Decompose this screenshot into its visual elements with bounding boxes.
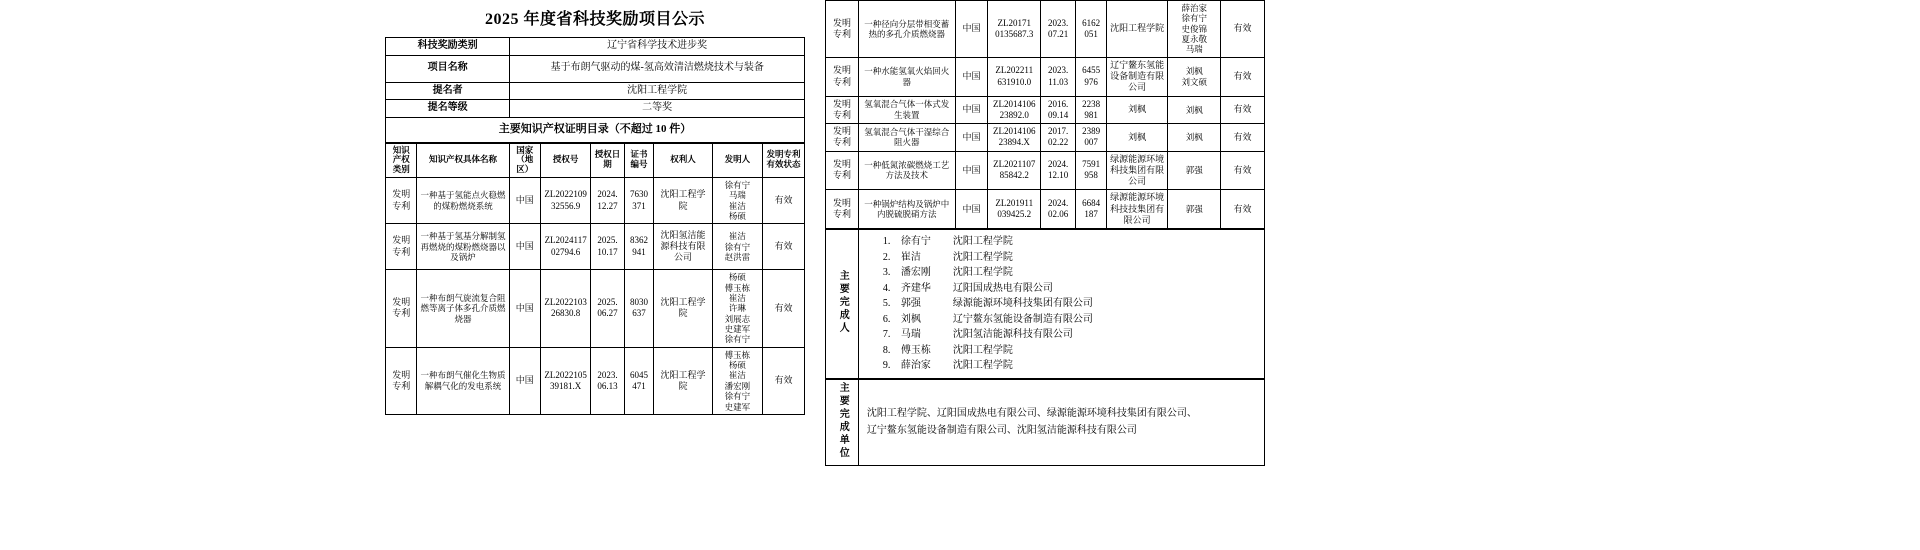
cell-ip-type: 发明专利 <box>826 151 859 190</box>
contributor-affiliation: 沈阳工程学院 <box>952 344 1013 356</box>
contributor-name: 徐有宁 <box>900 236 931 248</box>
contributor-affiliation: 辽宁鳌东氢能设备制造有限公司 <box>952 313 1093 325</box>
cell-ip-cert-no: 6162 051 <box>1076 1 1107 58</box>
project-info-table <box>385 37 805 143</box>
cell-ip-name: 一种锅炉结构及锅炉中内脱硫脱硝方法 <box>858 190 955 229</box>
cell-ip-name: 一种布朗气旋流复合阻燃等离子体多孔介质燃烧器 <box>417 270 509 348</box>
cell-ip-country: 中国 <box>509 347 540 414</box>
cell-ip-patent-no: ZL201911 039425.2 <box>988 190 1041 229</box>
cell-ip-cert-no: 7591 958 <box>1076 151 1107 190</box>
cell-ip-grant-date: 2025. 06.27 <box>591 270 625 348</box>
cell-ip-inventors: 崔洁 徐有宁 赵洪雷 <box>712 224 762 270</box>
cell-ip-inventors: 刘枫 <box>1168 96 1221 124</box>
contributor-affiliation: 沈阳工程学院 <box>952 360 1013 372</box>
cell-ip-cert-no: 8030 637 <box>624 270 653 348</box>
col-inventors: 发明人 <box>712 143 762 177</box>
info-label-category: 科技奖励类别 <box>386 38 510 56</box>
cell-ip-type: 发明专利 <box>826 57 859 96</box>
cell-ip-patent-no: ZL2022103 26830.8 <box>541 270 591 348</box>
table-row <box>386 117 805 142</box>
cell-ip-grant-date: 2016. 09.14 <box>1041 96 1076 124</box>
contributor-index: 5. <box>882 298 891 310</box>
cell-ip-patent-no: ZL2022105 39181.X <box>541 347 591 414</box>
cell-ip-inventors: 郭强 <box>1168 190 1221 229</box>
contributor-affiliation: 沈阳工程学院 <box>952 251 1013 263</box>
units-line: 沈阳工程学院、辽阳国成热电有限公司、绿源能源环境科技集团有限公司、 <box>866 408 1197 420</box>
table-row <box>826 57 1265 96</box>
table-row <box>826 230 1265 379</box>
units-label-cell <box>826 379 859 465</box>
contributor-affiliation: 沈阳工程学院 <box>952 236 1013 248</box>
cell-ip-inventors: 傅玉栋 杨硕 崔洁 潘宏刚 徐有宁 史建军 <box>712 347 762 414</box>
ip-table-header-row <box>386 143 805 177</box>
info-value-category: 辽宁省科学技术进步奖 <box>510 38 805 56</box>
contributor-name: 马瑞 <box>900 329 921 341</box>
right-column <box>825 0 1265 466</box>
left-column <box>385 0 805 415</box>
table-row <box>386 100 805 118</box>
cell-ip-status: 有效 <box>1221 190 1265 229</box>
col-cert-no: 证书编号 <box>624 143 653 177</box>
contributor-index: 8. <box>882 344 891 356</box>
cell-ip-cert-no: 2389 007 <box>1076 124 1107 152</box>
cell-ip-country: 中国 <box>509 224 540 270</box>
cell-ip-country: 中国 <box>955 190 988 229</box>
cell-ip-cert-no: 6045 471 <box>624 347 653 414</box>
cell-ip-status: 有效 <box>763 224 805 270</box>
contributor-index: 3. <box>882 267 891 279</box>
cell-ip-grant-date: 2023. 07.21 <box>1041 1 1076 58</box>
cell-ip-holder: 沈阳氢洁能源科技有限公司 <box>654 224 713 270</box>
ip-table-left <box>385 143 805 415</box>
contributors-table <box>825 229 1265 379</box>
cell-ip-status: 有效 <box>763 177 805 223</box>
cell-ip-country: 中国 <box>955 57 988 96</box>
contributor-affiliation: 绿源能源环境科技集团有限公司 <box>952 298 1093 310</box>
col-holder: 权利人 <box>654 143 713 177</box>
contributors-list-cell <box>858 230 1264 379</box>
info-value-nominator: 沈阳工程学院 <box>510 82 805 100</box>
cell-ip-grant-date: 2024. 12.27 <box>591 177 625 223</box>
list-item <box>883 250 1258 266</box>
contributor-name: 潘宏刚 <box>900 267 931 279</box>
cell-ip-grant-date: 2023. 06.13 <box>591 347 625 414</box>
cell-ip-cert-no: 6684 187 <box>1076 190 1107 229</box>
contributor-affiliation: 沈阳氢洁能源科技有限公司 <box>952 329 1073 341</box>
table-row <box>826 124 1265 152</box>
cell-ip-inventors: 徐有宁 马瑞 崔洁 杨硕 <box>712 177 762 223</box>
cell-ip-holder: 沈阳工程学院 <box>1106 1 1167 58</box>
cell-ip-type: 发明专利 <box>386 347 417 414</box>
contributor-index: 6. <box>882 313 891 325</box>
units-line: 辽宁鳌东氢能设备制造有限公司、沈阳氢洁能源科技有限公司 <box>866 425 1137 437</box>
cell-ip-inventors: 杨硕 傅玉栋 崔洁 许琳 刘展志 史建军 徐有宁 <box>712 270 762 348</box>
contributor-affiliation: 辽阳国成热电有限公司 <box>952 282 1053 294</box>
cell-ip-patent-no: ZL2014106 23892.0 <box>988 96 1041 124</box>
table-row <box>386 177 805 223</box>
cell-ip-holder: 辽宁鳌东氢能设备制造有限公司 <box>1106 57 1167 96</box>
cell-ip-grant-date: 2023. 11.03 <box>1041 57 1076 96</box>
info-label-nominator: 提名者 <box>386 82 510 100</box>
cell-ip-grant-date: 2025. 10.17 <box>591 224 625 270</box>
table-row <box>386 38 805 56</box>
info-label-grade: 提名等级 <box>386 100 510 118</box>
cell-ip-grant-date: 2024. 12.10 <box>1041 151 1076 190</box>
list-item <box>883 265 1258 281</box>
cell-ip-patent-no: ZL202211 631910.0 <box>988 57 1041 96</box>
cell-ip-type: 发明专利 <box>826 190 859 229</box>
contributor-index: 9. <box>882 360 891 372</box>
cell-ip-patent-no: ZL2021107 85842.2 <box>988 151 1041 190</box>
cell-ip-status: 有效 <box>1221 1 1265 58</box>
table-row <box>386 347 805 414</box>
list-item <box>883 296 1258 312</box>
col-ip-type: 知识产权类别 <box>386 143 417 177</box>
cell-ip-cert-no: 8362 941 <box>624 224 653 270</box>
list-item <box>883 234 1258 250</box>
col-status: 发明专利有效状态 <box>763 143 805 177</box>
cell-ip-type: 发明专利 <box>826 96 859 124</box>
cell-ip-type: 发明专利 <box>386 270 417 348</box>
cell-ip-inventors: 刘枫 刘文硕 <box>1168 57 1221 96</box>
cell-ip-status: 有效 <box>1221 57 1265 96</box>
cell-ip-country: 中国 <box>955 96 988 124</box>
cell-ip-grant-date: 2017. 02.22 <box>1041 124 1076 152</box>
col-country: 国家（地区） <box>509 143 540 177</box>
table-row <box>386 82 805 100</box>
cell-ip-holder: 绿源能源环境科技集团有限公司 <box>1106 151 1167 190</box>
contributors-label-cell <box>826 230 859 379</box>
cell-ip-cert-no: 6455 976 <box>1076 57 1107 96</box>
units-label: 主要完成单位 <box>837 381 849 460</box>
cell-ip-status: 有效 <box>1221 124 1265 152</box>
contributor-name: 齐建华 <box>900 282 931 294</box>
units-list-cell <box>858 379 1264 465</box>
info-label-project-name: 项目名称 <box>386 55 510 82</box>
col-ip-name: 知识产权具体名称 <box>417 143 509 177</box>
table-row <box>386 224 805 270</box>
cell-ip-name: 氢氧混合气体干湿综合阻火器 <box>858 124 955 152</box>
contributor-name: 傅玉栋 <box>900 344 931 356</box>
col-patent-no: 授权号 <box>541 143 591 177</box>
col-grant-date: 授权日期 <box>591 143 625 177</box>
cell-ip-country: 中国 <box>955 1 988 58</box>
table-row <box>386 270 805 348</box>
cell-ip-status: 有效 <box>1221 96 1265 124</box>
table-row <box>826 1 1265 58</box>
cell-ip-patent-no: ZL2014106 23894.X <box>988 124 1041 152</box>
contributor-index: 1. <box>882 236 891 248</box>
info-value-grade: 二等奖 <box>510 100 805 118</box>
cell-ip-country: 中国 <box>955 151 988 190</box>
cell-ip-name: 一种基于氢能点火稳燃的煤粉燃烧系统 <box>417 177 509 223</box>
contributor-affiliation: 沈阳工程学院 <box>952 267 1013 279</box>
units-table <box>825 379 1265 466</box>
cell-ip-holder: 沈阳工程学院 <box>654 177 713 223</box>
contributor-name: 崔洁 <box>900 251 921 263</box>
info-value-project-name: 基于布朗气驱动的煤-氢高效清洁燃烧技术与装备 <box>510 55 805 82</box>
table-row <box>826 379 1265 465</box>
contributor-index: 4. <box>882 282 891 294</box>
cell-ip-country: 中国 <box>509 270 540 348</box>
ip-table-right <box>825 0 1265 229</box>
cell-ip-country: 中国 <box>955 124 988 152</box>
contributor-name: 薛治家 <box>900 360 931 372</box>
cell-ip-inventors: 薛治家 徐有宁 史俊锦 夏永敬 马瑞 <box>1168 1 1221 58</box>
cell-ip-status: 有效 <box>1221 151 1265 190</box>
cell-ip-type: 发明专利 <box>386 224 417 270</box>
cell-ip-holder: 刘枫 <box>1106 96 1167 124</box>
cell-ip-status: 有效 <box>763 270 805 348</box>
cell-ip-patent-no: ZL20171 0135687.3 <box>988 1 1041 58</box>
list-item <box>883 327 1258 343</box>
list-item <box>883 281 1258 297</box>
contributor-index: 7. <box>882 329 891 341</box>
cell-ip-status: 有效 <box>763 347 805 414</box>
cell-ip-name: 氢氧混合气体一体式发生装置 <box>858 96 955 124</box>
cell-ip-holder: 绿源能源环境科技技集团有限公司 <box>1106 190 1167 229</box>
cell-ip-country: 中国 <box>509 177 540 223</box>
cell-ip-inventors: 郭强 <box>1168 151 1221 190</box>
cell-ip-name: 一种布朗气催化生物质解耦气化的发电系统 <box>417 347 509 414</box>
cell-ip-type: 发明专利 <box>826 1 859 58</box>
cell-ip-cert-no: 2238 981 <box>1076 96 1107 124</box>
table-row <box>386 55 805 82</box>
cell-ip-type: 发明专利 <box>826 124 859 152</box>
cell-ip-holder: 沈阳工程学院 <box>654 270 713 348</box>
cell-ip-patent-no: ZL2024117 02794.6 <box>541 224 591 270</box>
contributor-name: 郭强 <box>900 298 921 310</box>
list-item <box>883 358 1258 374</box>
cell-ip-name: 一种基于氢基分解制氢再燃烧的煤粉燃烧器以及锅炉 <box>417 224 509 270</box>
cell-ip-patent-no: ZL2022109 32556.9 <box>541 177 591 223</box>
cell-ip-type: 发明专利 <box>386 177 417 223</box>
contributor-name: 刘枫 <box>900 313 921 325</box>
table-row <box>826 96 1265 124</box>
cell-ip-cert-no: 7630 371 <box>624 177 653 223</box>
cell-ip-name: 一种水能氢氧火焰回火器 <box>858 57 955 96</box>
page-title: 2025 年度省科技奖励项目公示 <box>484 11 705 28</box>
cell-ip-holder: 沈阳工程学院 <box>654 347 713 414</box>
list-item <box>883 343 1258 359</box>
ip-section-title: 主要知识产权证明目录（不超过 10 件） <box>386 117 805 142</box>
cell-ip-inventors: 刘枫 <box>1168 124 1221 152</box>
cell-ip-holder: 刘枫 <box>1106 124 1167 152</box>
cell-ip-name: 一种低氮浓碳燃烧工艺方法及技术 <box>858 151 955 190</box>
contributor-index: 2. <box>882 251 891 263</box>
table-row <box>826 190 1265 229</box>
contributors-label: 主要完成人 <box>837 269 849 335</box>
table-row <box>826 151 1265 190</box>
cell-ip-grant-date: 2024. 02.06 <box>1041 190 1076 229</box>
list-item <box>883 312 1258 328</box>
cell-ip-name: 一种径向分层带相变蓄热的多孔介质燃烧器 <box>858 1 955 58</box>
